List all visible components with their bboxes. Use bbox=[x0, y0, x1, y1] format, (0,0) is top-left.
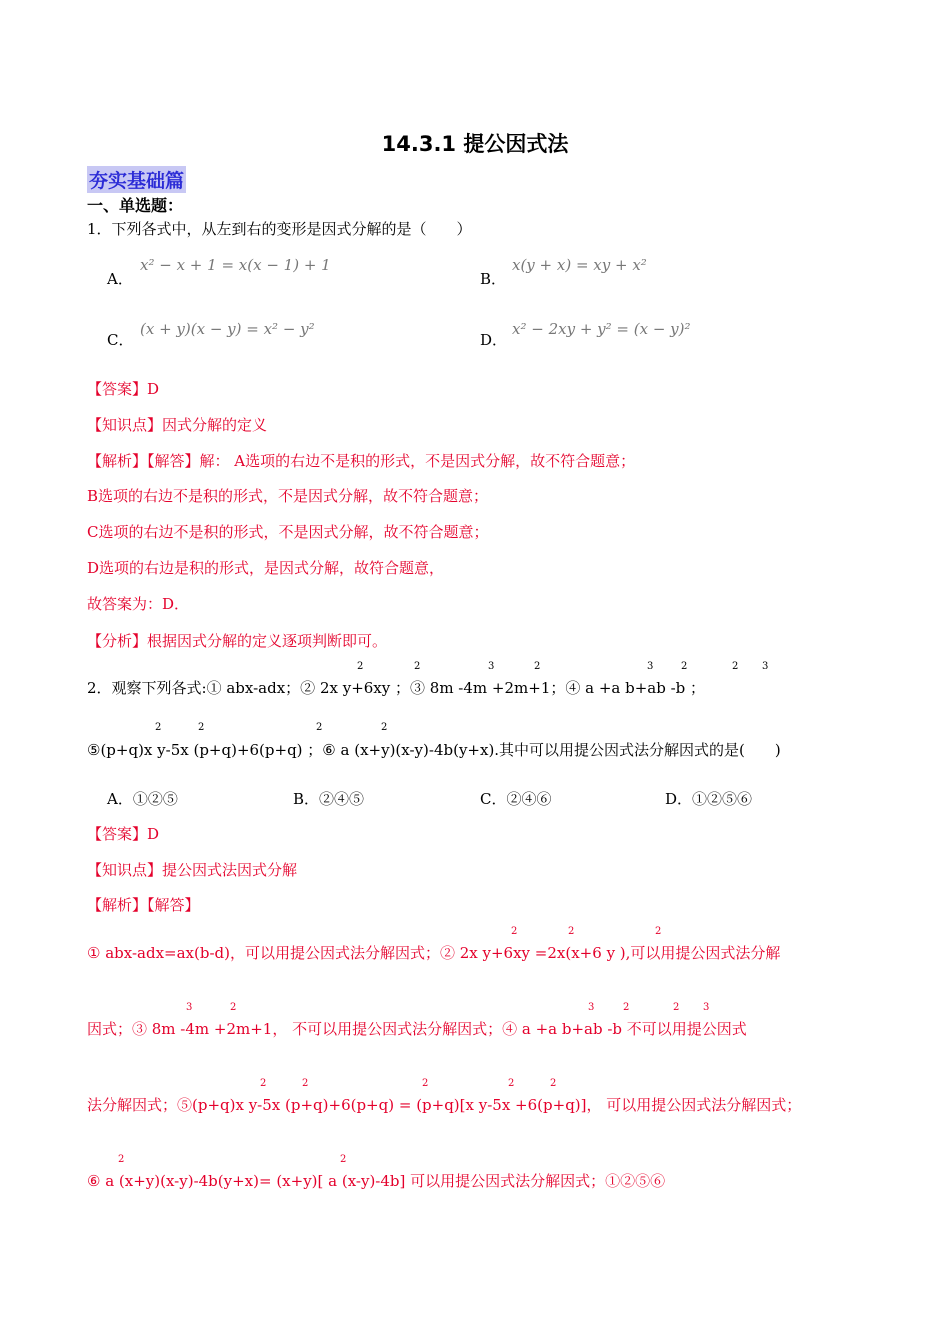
q1-option-a-expr: x² − x + 1 = x(x − 1) + 1 bbox=[140, 256, 331, 274]
superscript: 2 bbox=[118, 1154, 125, 1165]
q1-analysis-line: B选项的右边不是积的形式，不是因式分解，故不符合题意； bbox=[87, 487, 489, 505]
superscript: 2 bbox=[230, 1002, 237, 1013]
q1-option-c-expr: (x + y)(x − y) = x² − y² bbox=[140, 320, 315, 338]
superscript: 2 bbox=[623, 1002, 630, 1013]
superscript: 2 bbox=[414, 661, 421, 672]
q1-answer: 【答案】D bbox=[87, 380, 160, 398]
superscript: 2 bbox=[381, 722, 388, 733]
superscript: 2 bbox=[155, 722, 162, 733]
q2-option-a: A．①②⑤ bbox=[107, 790, 178, 808]
superscript: 2 bbox=[732, 661, 739, 672]
q2-knowledge: 【知识点】提公因式法因式分解 bbox=[87, 861, 298, 879]
superscript: 2 bbox=[673, 1002, 680, 1013]
superscript: 2 bbox=[422, 1078, 429, 1089]
q1-option-d-expr: x² − 2xy + y² = (x − y)² bbox=[512, 320, 691, 338]
superscript: 2 bbox=[260, 1078, 267, 1089]
superscript: 3 bbox=[703, 1002, 710, 1013]
superscript: 2 bbox=[681, 661, 688, 672]
q1-analysis-line: C选项的右边不是积的形式，不是因式分解，故不符合题意； bbox=[87, 523, 489, 541]
superscript: 2 bbox=[534, 661, 541, 672]
superscript: 3 bbox=[647, 661, 654, 672]
question-2-line-2: ⑤(p+q)x y-5x (p+q)+6(p+q) ；⑥ a (x+y)(x-y)-4b(y+x).其中可以用提公因式法分解因式的是( ) bbox=[87, 741, 781, 759]
q1-option-b-expr: x(y + x) = xy + x² bbox=[512, 256, 647, 274]
section-heading: 夯实基础篇 bbox=[87, 166, 186, 193]
superscript: 3 bbox=[488, 661, 495, 672]
q2-option-d: D．①②⑤⑥ bbox=[665, 790, 753, 808]
q2-analysis-head: 【解析】【解答】 bbox=[87, 896, 200, 914]
superscript: 2 bbox=[508, 1078, 515, 1089]
q1-analysis-line: D选项的右边是积的形式，是因式分解，故符合题意， bbox=[87, 559, 445, 577]
q2-answer: 【答案】D bbox=[87, 825, 160, 843]
superscript: 2 bbox=[511, 926, 518, 937]
superscript: 2 bbox=[302, 1078, 309, 1089]
sub-heading: 一、单选题： bbox=[87, 196, 184, 215]
q2-analysis-line: ⑥ a (x+y)(x-y)-4b(y+x)= (x+y)[ a (x-y)-4b] 可以用提公因式法分解因式；①②⑤⑥ bbox=[87, 1172, 666, 1190]
q1-analysis-line: 故答案为：D． bbox=[87, 595, 190, 613]
superscript: 2 bbox=[357, 661, 364, 672]
q1-analysis-line: 【分析】根据因式分解的定义逐项判断即可。 bbox=[87, 632, 388, 650]
q1-option-c-label: C． bbox=[107, 331, 134, 349]
superscript: 2 bbox=[550, 1078, 557, 1089]
q1-option-a-label: A． bbox=[107, 270, 133, 288]
q2-analysis-line: ① abx-adx=ax(b-d)，可以用提公因式法分解因式；② 2x y+6xy =2x(x+6 y ),可以用提公因式法分解 bbox=[87, 944, 781, 962]
superscript: 3 bbox=[588, 1002, 595, 1013]
q1-knowledge: 【知识点】因式分解的定义 bbox=[87, 416, 268, 434]
superscript: 2 bbox=[316, 722, 323, 733]
superscript: 2 bbox=[655, 926, 662, 937]
page-title: 14.3.1 提公因式法 bbox=[381, 132, 569, 156]
superscript: 2 bbox=[568, 926, 575, 937]
q2-option-c: C．②④⑥ bbox=[480, 790, 552, 808]
q1-analysis-line: 【解析】【解答】解： A选项的右边不是积的形式，不是因式分解，故不符合题意； bbox=[87, 452, 636, 470]
superscript: 2 bbox=[198, 722, 205, 733]
superscript: 3 bbox=[762, 661, 769, 672]
superscript: 3 bbox=[186, 1002, 193, 1013]
question-2-line-1: 2．观察下列各式:① abx-adx；② 2x y+6xy ；③ 8m -4m +2m+1；④ a +a b+ab -b ； bbox=[87, 679, 706, 697]
q1-option-b-label: B． bbox=[480, 270, 507, 288]
q2-analysis-line: 法分解因式；⑤(p+q)x y-5x (p+q)+6(p+q) = (p+q)[x y-5x +6(p+q)]， 可以用提公因式法分解因式； bbox=[87, 1096, 802, 1114]
superscript: 2 bbox=[340, 1154, 347, 1165]
q2-option-b: B．②④⑤ bbox=[293, 790, 365, 808]
q1-option-d-label: D． bbox=[480, 331, 508, 349]
question-1-stem: 1．下列各式中，从左到右的变形是因式分解的是（ ） bbox=[87, 220, 472, 238]
q2-analysis-line: 因式；③ 8m -4m +2m+1， 不可以用提公因式法分解因式；④ a +a b+ab -b 不可以用提公因式 bbox=[87, 1020, 747, 1038]
